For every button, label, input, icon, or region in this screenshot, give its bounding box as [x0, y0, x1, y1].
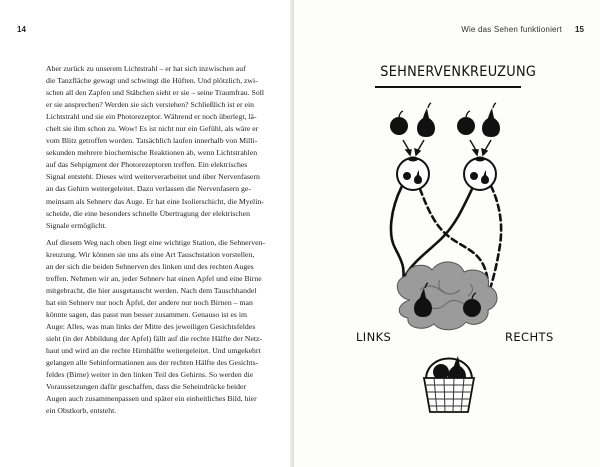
text-line: treffen. Nehmen wir an, jeder Sehnerv hat einen Apfel und eine Birne: [46, 273, 262, 283]
text-line: Augen auch zusammenpassen und später ein einheitliches Bild, hier: [46, 394, 257, 404]
text-line: gelangen alle Sehinformationen aus der rechten Hälfte des Gesichts-: [46, 358, 259, 368]
fruit-basket-icon: [424, 356, 474, 412]
text-line: scheide, die eine besonders schnelle Übertragung der elektrischen: [46, 208, 251, 218]
left-page-number: 14: [17, 25, 26, 34]
text-line: auf das Sehpigment der Photorezeptoren treffen. Ein elektrisches: [46, 160, 248, 170]
text-line: Auf diesem Weg nach oben liegt eine wichtige Station, die Sehnerven-: [46, 237, 265, 247]
text-line: feldes (Birne) weiter in den linken Teil des Gehirns. So werden die: [46, 370, 254, 380]
text-line: er sie ansprechen? Werden sie sich verstehen? Schließlich ist er ein: [46, 100, 254, 110]
text-line: die Tanzfläche gewagt und schwingt die Hüften. Und plötzlich, zwi-: [46, 76, 258, 86]
text-line: an der sich die beiden Sehnerven des linken und des rechten Auges: [46, 261, 254, 271]
text-line: Signal entsteht. Dieses wird weiterverarbeitet und über Nervenfasern: [46, 172, 260, 182]
right-page-number: 15: [575, 25, 584, 34]
text-line: meinsam als Sehnerv das Auge. Er hat eine Isolierschicht, die Myelin-: [46, 196, 264, 206]
text-line: Voraussetzungen dafür geschaffen, dass die Seheindrücke beider: [46, 382, 247, 392]
text-line: Aber zurück zu unserem Lichtstrahl – er hat sich inzwischen auf: [46, 64, 246, 73]
brain-icon: [397, 262, 497, 330]
text-line: schen all den Zapfen und Stäbchen sieht er sie – seine Traumfrau. Soll: [46, 88, 265, 98]
text-line: vom Blitz getroffen worden. Tatsächlich laufen innerhalb von Milli-: [46, 136, 258, 146]
text-line: an das Gehirn weitergeleitet. Dazu verlassen die Nervenfasern ge-: [46, 184, 251, 194]
pear-icon: [482, 103, 500, 137]
text-line: Auge: Alles, was man links der Mitte des jeweiligen Gesichtsfeldes: [46, 321, 256, 331]
text-line: ein Obstkorb, entsteht.: [46, 406, 117, 416]
running-head: Wie das Sehen funktioniert: [461, 25, 562, 34]
text-line: chelt sie ihm schon zu. Wow! Es ist nicht nur ein Gefühl, als wäre er: [46, 124, 259, 134]
text-line: hat ein Sehnerv nur noch Äpfel, der andere nur noch Birnen – man: [46, 297, 253, 307]
text-line: sieht (in der Abbildung der Apfel) fällt auf die rechte Hälfte der Netz-: [46, 334, 263, 344]
text-line: Signale ermöglicht.: [46, 220, 107, 230]
text-line: könnte sagen, das passt nun besser zusammen. Genauso ist es im: [46, 309, 248, 319]
text-line: sekunden mehrere biochemische Reaktionen ab, wenn Lichtstrahlen: [46, 148, 258, 158]
label-left: LINKS: [356, 330, 392, 344]
figure-title: SEHNERVENKREUZUNG: [380, 64, 537, 80]
text-line: Lichtstrahl und sie ein Photorezeptor. Während er noch überlegt, lä-: [46, 112, 257, 122]
apple-icon: [390, 111, 408, 135]
text-line: mitgebracht, die hier ausgetauscht werden. Nach dem Tauschhandel: [46, 285, 257, 295]
apple-icon: [457, 111, 475, 135]
arrow-icon: [403, 140, 491, 155]
label-right: RECHTS: [505, 330, 554, 344]
text-line: haut und wird an die rechte Hirnhälfte weitergeleitet. Und umgekehrt: [46, 346, 261, 356]
text-line: kreuzung. Wir können sie uns als eine Art Tauschstation vorstellen,: [46, 249, 255, 259]
pear-icon: [417, 103, 435, 137]
